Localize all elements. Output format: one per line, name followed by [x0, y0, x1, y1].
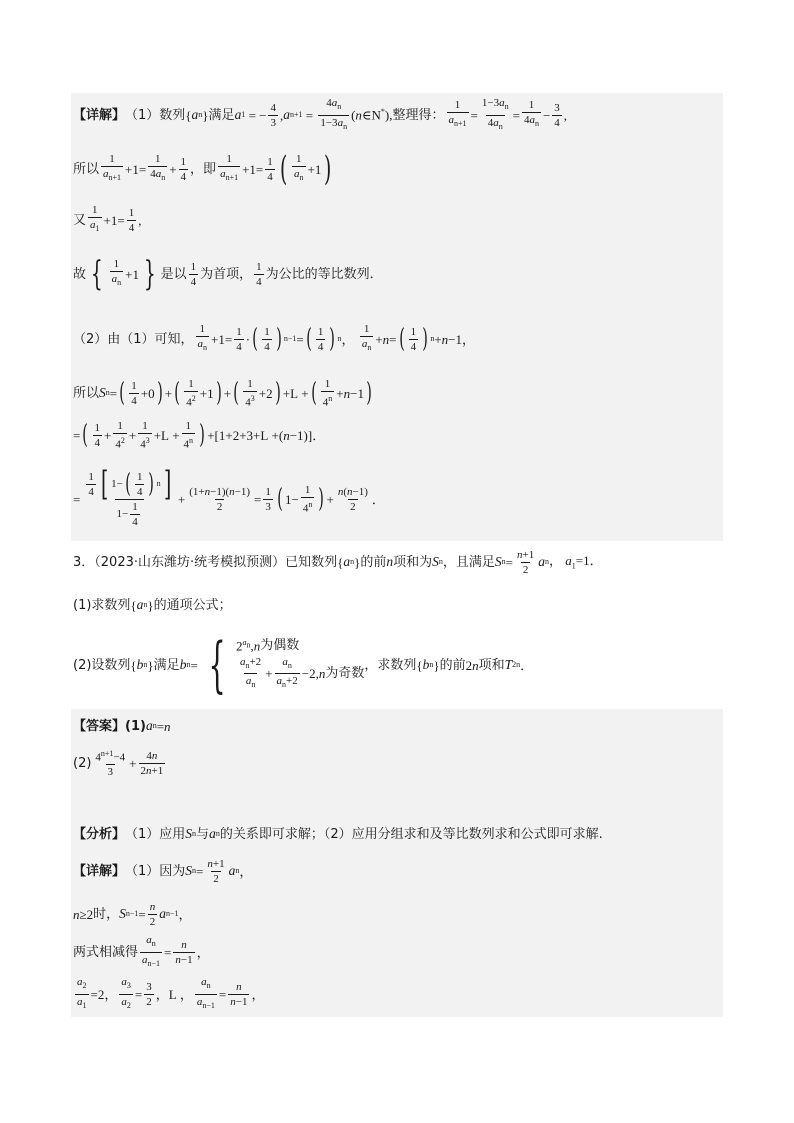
text-so-2: 所以 [73, 385, 100, 401]
q3-sub2-find: ，求数列 [364, 657, 417, 673]
answer-line-1: 【答案】 (1) a n =n [73, 718, 171, 734]
analysis-text-1: （1）应用 [125, 826, 186, 842]
detail-line-2: 所以 1 $a_{n+1}$ +1= $\frac{1}{4a_n}$ + $\frac{1}{4}$ ，即 1 $a_{n+1}$ +1= $\frac{1}{4}$ ( 1 $a_n$ +1 ) [73, 149, 332, 189]
q3-sub2-front: 的前 [439, 657, 466, 673]
q3-text-front: 的前 [360, 554, 387, 570]
q3-title: 3．（2023·山东潍坊·统考模拟预测）已知数列 [73, 554, 338, 570]
q3-detail-when: 时， [93, 906, 120, 922]
analysis-label: 【分析】 [73, 826, 126, 842]
text-namely: ，即 [190, 161, 217, 177]
text-geometric: 为公比的等比数列． [265, 266, 383, 282]
q3-head: 3．（2023·山东潍坊·统考模拟预测）已知数列 { a n } 的前 n 项和为 S n ，且满足 S n = $\frac{n+1}{2}$ a n ， $a_1=1$． [73, 548, 603, 576]
part1-label: （1）数列 [125, 107, 186, 123]
q3-sub2-satisfy: 满足 [153, 657, 180, 673]
detail-line-8: = 1 4 [ 1− ( 1 4 ) n ] 1− 1 4 + $\frac{(1+n-1)(n-1)}{2}$ = $\frac{1}{3}$ ( 1− $\frac{1}{4^n}$ ) + $\frac{n(n-1)}{2}$ ． [73, 464, 385, 528]
answer-line-2: (2) $4^{n+1}-4$ 3 + $\frac{4n}{2n+1}$ [73, 748, 164, 779]
q3-detail-2: n≥2 时， S n−1 = $\frac{n}{2}$ a n−1 ， [73, 900, 192, 928]
text-is-with: 是以 [160, 266, 187, 282]
detail-line-1: 【详解】 （1）数列 { a n } 满足 a 1 = − $\frac{4}{3}$ , a n+1 = $\frac{4a_n}{1-3a_n}$ (n∈N*), 整理得： $\frac{1}{a_{n+1}}$ = $\frac{1-3a_n}{4a_n}$ = $\frac{1}{4a_n}$ − $\frac{3}{4}$ , [73, 97, 568, 131]
text-first-term: 为首项， [200, 266, 253, 282]
q3-detail-1: 【详解】 （1）因为 S n = $\frac{n+1}{2}$ a n ， [73, 857, 253, 885]
text-also: 又 [73, 212, 87, 228]
detail-line-4: 故 { 1 $a_n$ +1 } 是以 1 4 为首项， 1 4 为公比的等比数列． [73, 254, 383, 294]
q3-sub2: (2)设数列 { b n } 满足 b n = { $2^{a_n},n$ 为偶数 $a_n+2$ $a_n$ + $\frac{a_n}{a_n+2}$ −2,n 为奇数 ，求数列 { b n } 的前 2n 项和 T 2n ． [73, 630, 534, 700]
text-so: 所以 [73, 161, 100, 177]
answer-label: 【答案】 [73, 718, 126, 734]
q3-sub1: (1)求数列 { a n } 的通项公式； [73, 597, 232, 613]
text-rearrange: 整理得： [392, 107, 445, 123]
detail-label: 【详解】 [73, 107, 126, 123]
analysis-text-2: 与 [196, 826, 210, 842]
detail-line-6: 所以 S n = ( 1 4 +0 ) + ( 1 $4^2$ +1 ) + ( 1 $4^3$ +2 ) +L + ( 1 4$^n$ +n−1 ) [73, 377, 372, 409]
text-satisfies: 满足 [208, 107, 235, 123]
detail-line-5: （2）由（1）可知， 1 $a_n$ +1= $\frac{1}{4}$ · ( 1 4 ) n−1 = ( 1 4 ) n ， 1 $a_n$ +n= ( 1 4 ) n +n−1， [73, 323, 475, 354]
q3-detail-because: （1）因为 [125, 863, 186, 879]
q3-detail-subtract: 两式相减得 [73, 944, 139, 960]
q3-sub2-sum: 项和 [478, 657, 505, 673]
q3-text-sum: 项和为 [393, 554, 433, 570]
detail-line-3: 又 1 $a_1$ +1= $\frac{1}{4}$ , [73, 204, 142, 234]
case-even: 为偶数 [260, 637, 300, 653]
q3-sub2-label: (2)设数列 [73, 657, 131, 673]
answer-2-label: (2) [73, 755, 92, 771]
q3-text-satisfy: ，且满足 [442, 554, 495, 570]
analysis-text-3: 的关系即可求解；（2）应用分组求和及等比数列求和公式即可求解. [219, 826, 603, 842]
part2-label: （2）由（1）可知， [73, 331, 194, 347]
q3-detail-label: 【详解】 [73, 863, 126, 879]
text-hence: 故 [73, 266, 87, 282]
analysis-line: 【分析】 （1）应用 S n 与 a n 的关系即可求解；（2）应用分组求和及等比数列求和公式即可求解. [73, 826, 603, 842]
answer-1-label: (1) [125, 718, 146, 734]
case-odd: 为奇数 [325, 666, 365, 682]
q3-sub1-text: 的通项公式； [153, 597, 232, 613]
detail-line-7: = ( 1 4 + $\frac{1}{4^2}$ + $\frac{1}{4^3}$ +L + $\frac{1}{4^n}$ ) +[1+2+3+L +(n−1)]． [73, 419, 326, 451]
q3-sub1-label: (1)求数列 [73, 597, 131, 613]
q3-detail-3: 两式相减得 $\frac{a_n}{a_{n-1}}$ = $\frac{n}{n-1}$ ， [73, 934, 210, 968]
q3-detail-4: $\frac{a_2}{a_1}$ =2， $\frac{a_3}{a_2}$ = $\frac{3}{2}$ ，L ， $\frac{a_n}{a_{n-1}}$ = $\frac{n}{n-1}$ ， [77, 976, 265, 1010]
